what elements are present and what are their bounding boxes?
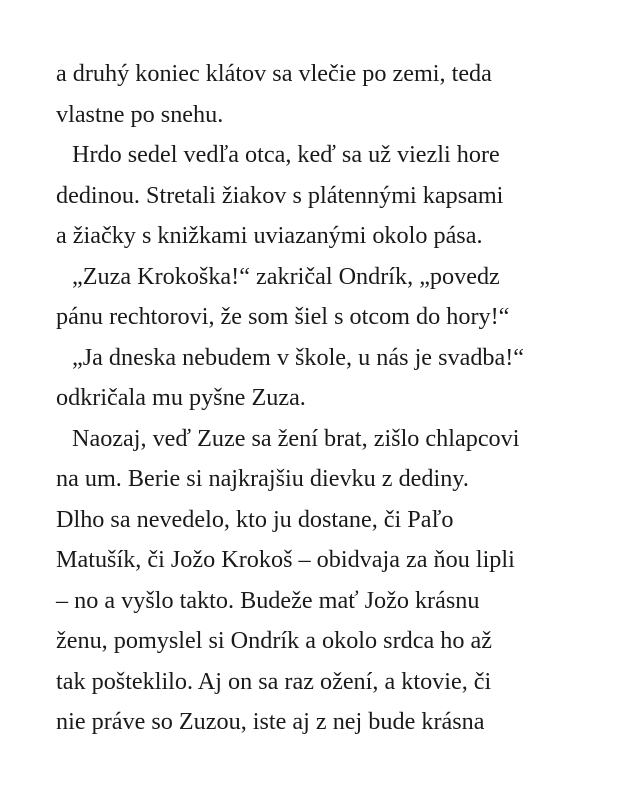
- text-line: na um. Berie si najkrajšiu dievku z dediny.: [56, 465, 469, 492]
- text-line: nie práve so Zuzou, iste aj z nej bude krásna: [56, 708, 485, 735]
- text-line: tak pošteklilo. Aj on sa raz ožení, a ktovie, či: [56, 667, 492, 695]
- text-line: odkričala mu pyšne Zuza.: [56, 384, 306, 411]
- text-line: vlastne po snehu.: [56, 100, 224, 128]
- paragraph-start-line: „Zuza Krokoška!“ zakričal Ondrík, „povedz: [72, 262, 500, 290]
- text-line: – no a vyšlo takto. Budeže mať Jožo krásnu: [56, 586, 480, 614]
- text-line: ženu, pomyslel si Ondrík a okolo srdca ho až: [56, 627, 492, 654]
- paragraph-start-line: Hrdo sedel vedľa otca, keď sa už viezli hore: [72, 141, 500, 168]
- text-line: Dlho sa nevedelo, kto ju dostane, či Paľo: [56, 505, 454, 533]
- paragraph-start-line: Naozaj, veď Zuze sa žení brat, zišlo chlapcovi: [72, 424, 520, 452]
- text-line: dedinou. Stretali žiakov s plátennými kapsami: [56, 181, 504, 209]
- text-line: a žiačky s knižkami uviazanými okolo pása.: [56, 222, 483, 249]
- paragraph-start-line: „Ja dneska nebudem v škole, u nás je svadba!“: [72, 343, 525, 371]
- text-line: pánu rechtorovi, že som šiel s otcom do hory!“: [56, 303, 510, 330]
- text-line: a druhý koniec klátov sa vlečie po zemi, teda: [56, 60, 492, 87]
- text-line: Matušík, či Jožo Krokoš – obidvaja za ňou lipli: [56, 546, 515, 573]
